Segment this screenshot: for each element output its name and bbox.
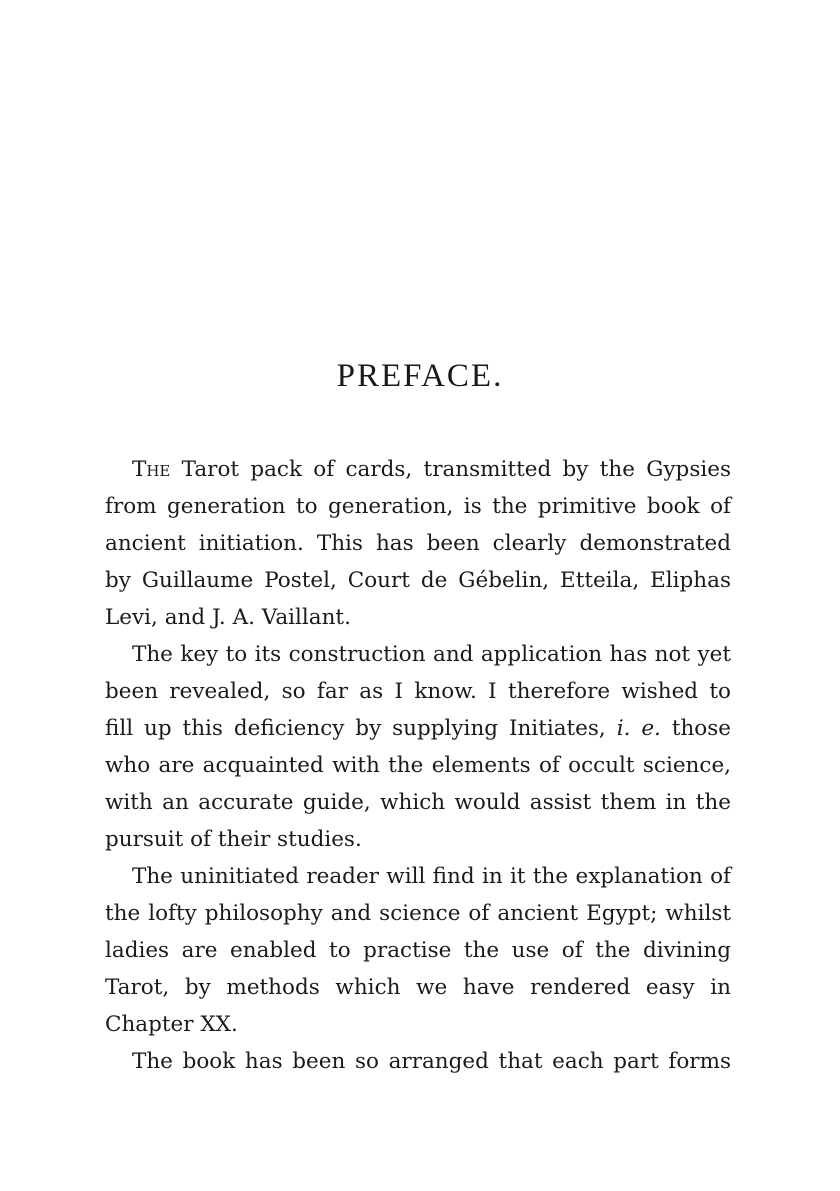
small-caps-lead: The bbox=[132, 457, 171, 482]
text-line: The uninitiated reader will find in it the explanation of bbox=[132, 864, 731, 889]
text-line: by Guillaume Postel, Court de Gébelin, Etteila, Eliphas bbox=[105, 568, 731, 593]
text-line: been revealed, so far as I know. I therefore wished to bbox=[105, 679, 731, 704]
paragraph-2 bbox=[105, 636, 731, 858]
text-line: Levi, and J. A. Vaillant. bbox=[105, 605, 351, 630]
text-line: ancient initiation. This has been clearly demonstrated bbox=[105, 531, 731, 556]
paragraph-3 bbox=[105, 858, 731, 1043]
text-line: Chapter XX. bbox=[105, 1012, 238, 1037]
text-line: who are acquainted with the elements of occult science, bbox=[105, 753, 731, 778]
paragraph-4 bbox=[105, 1043, 731, 1080]
text-line: Tarot, by methods which we have rendered easy in bbox=[105, 975, 731, 1000]
text-line: pursuit of their studies. bbox=[105, 827, 362, 852]
text-line: The Tarot pack of cards, transmitted by the Gypsies bbox=[132, 457, 731, 482]
text-line: with an accurate guide, which would assist them in the bbox=[105, 790, 731, 815]
paragraph-1 bbox=[105, 451, 731, 636]
preface-body bbox=[105, 451, 731, 1080]
text-line: ladies are enabled to practise the use of the divining bbox=[105, 938, 731, 963]
text-line: the lofty philosophy and science of ancient Egypt; whilst bbox=[105, 901, 731, 926]
text-line: from generation to generation, is the primitive book of bbox=[105, 494, 731, 519]
text-line: fill up this deficiency by supplying Initiates, i. e. those bbox=[105, 716, 732, 741]
italic-abbreviation: i. e. bbox=[616, 716, 661, 741]
page-title: PREFACE. bbox=[336, 358, 504, 394]
text-line: The key to its construction and application has not yet bbox=[132, 642, 731, 667]
text-line: The book has been so arranged that each part forms bbox=[132, 1049, 731, 1074]
